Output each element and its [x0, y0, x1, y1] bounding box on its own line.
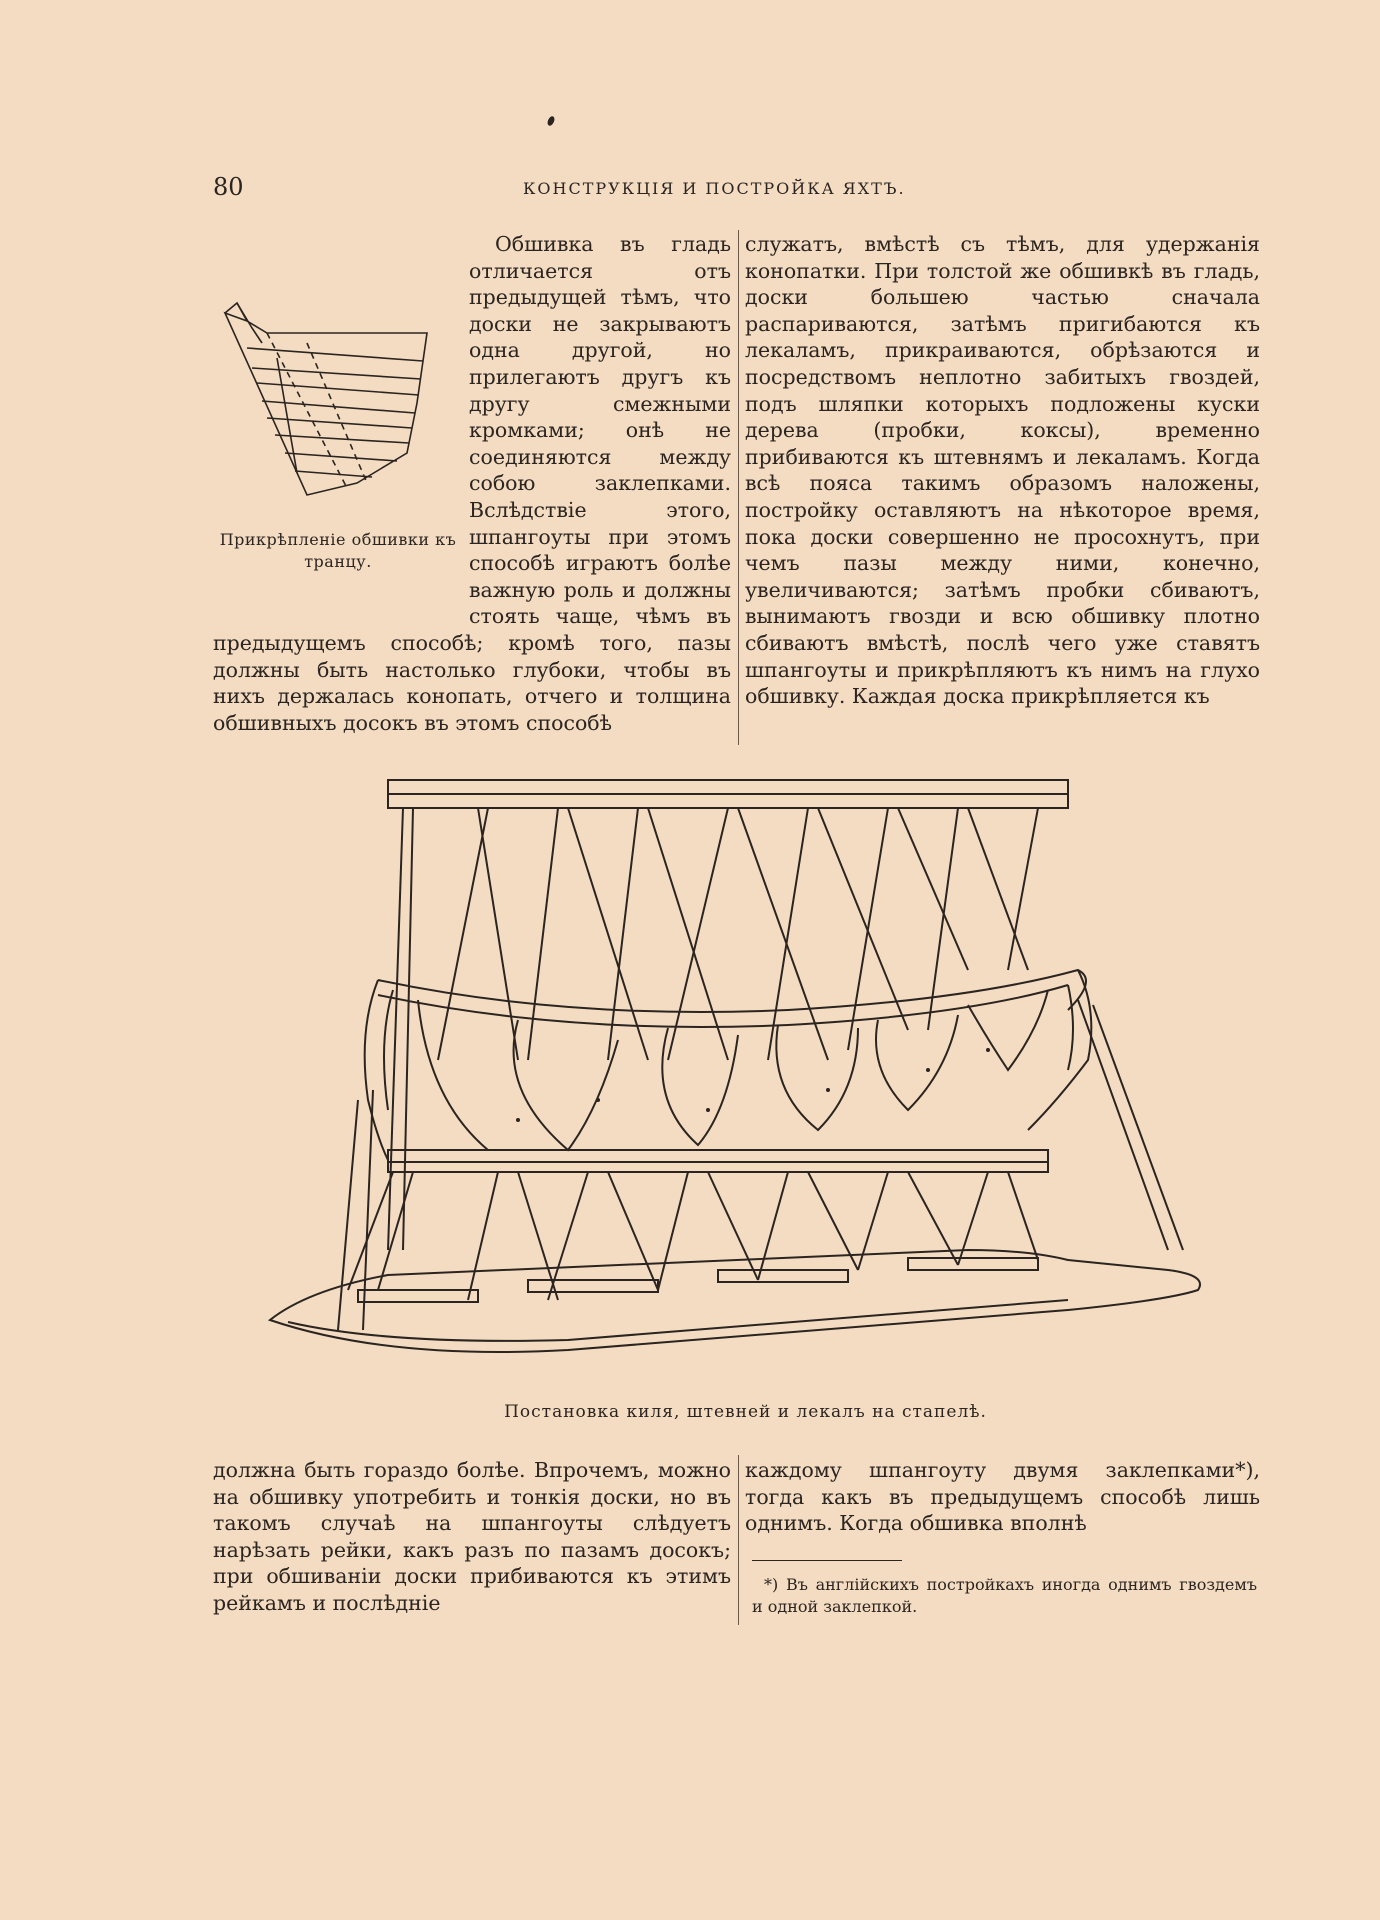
ink-mark [546, 115, 556, 127]
paragraph-rivets: каждому шпангоуту двумя заклепками*), тогда какъ въ предыдущемъ способѣ лишь однимъ. Когда обшивка вполнѣ [745, 1458, 1260, 1536]
bottom-left-column [213, 1457, 731, 1637]
paragraph-thick-planking: служатъ, вмѣстѣ съ тѣмъ, для удержанія конопатки. При толстой же обшивкѣ въ гладь, доски большею частью сначала распариваются, затѣмъ пригибаются къ лекаламъ, прикраиваются, обрѣзаются и посредствомъ неплотно забитыхъ гвоздей, подъ шляпки которыхъ подложены куски дерева (пробки, коксы), временно прибиваются къ штевнямъ и лекаламъ. Когда всѣ пояса такимъ образомъ наложены, постройку оставляютъ на нѣкоторое время, пока доски совершенно не просохнутъ, при чемъ пазы между ними, конечно, увеличиваются; затѣмъ пробки сбиваютъ, вынимаютъ гвозди и всю обшивку плотно сбиваютъ вмѣстѣ, послѣ чего уже ставятъ шпангоуты и прикрѣпляютъ къ нимъ на глухо обшивку. Каждая доска прикрѣпляется къ [745, 232, 1260, 709]
yacht-on-stocks-drawing [268, 770, 1208, 1360]
footnote-rule [752, 1560, 902, 1561]
transom-planking-figure [207, 233, 457, 613]
paragraph-planking-flush: Обшивка въ гладь отличается отъ предыдущей тѣмъ, что доски не закрываютъ одна другой, но прилегаютъ другъ къ другу смежными кромками; онѣ не соединяются между собою заклепками. Вслѣдствіе этого, шпангоуты при этомъ способѣ играютъ болѣе важную роль и должны стоять чаще, чѣмъ въ предыдущемъ способѣ; кромѣ того, пазы должны быть настолько глубоки, чтобы въ нихъ держалась конопать, отчего и толщина обшивныхъ досокъ въ этомъ способѣ [213, 232, 731, 735]
page-number: 80 [213, 173, 244, 201]
top-right-column [745, 231, 1260, 741]
transom-diagram [207, 233, 457, 523]
paragraph-thin-planking: должна быть гораздо болѣе. Впрочемъ, можно на обшивку употребить и тонкія доски, но въ такомъ случаѣ на шпангоуты слѣдуетъ нарѣзать рейки, какъ разъ по пазамъ досокъ; при обшиваніи доски прибиваются къ этимъ рейкамъ и послѣдніе [213, 1458, 731, 1615]
running-title: КОНСТРУКЦІЯ И ПОСТРОЙКА ЯХТЪ. [523, 179, 906, 198]
transom-figure-caption: Прикрѣпленіе обшивки къ транцу. [219, 530, 457, 571]
top-left-column [213, 231, 731, 741]
page-header [213, 173, 1278, 203]
column-divider-bottom [738, 1455, 739, 1625]
main-figure-caption: Постановка киля, штевней и лекалъ на стапелѣ. [504, 1402, 987, 1422]
column-divider-top [738, 230, 739, 745]
stocks-construction-figure [268, 770, 1208, 1360]
footnote: *) Въ англійскихъ постройкахъ иногда однимъ гвоздемъ и одной заклепкой. [752, 1575, 1257, 1616]
